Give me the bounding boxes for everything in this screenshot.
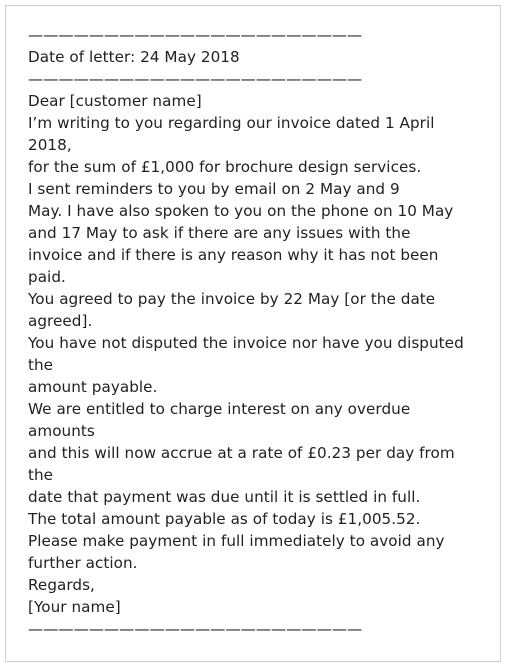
letter-line: Dear [customer name] (28, 92, 202, 110)
letter-line: We are entitled to charge interest on any overdue (28, 400, 411, 418)
letter-line: and 17 May to ask if there are any issues with the (28, 224, 411, 242)
letter-line: the (28, 356, 54, 374)
letter-line: date that payment was due until it is settled in full. (28, 488, 421, 506)
letter-line: invoice and if there is any reason why it has not been (28, 246, 439, 264)
letter-line: amounts (28, 422, 95, 440)
letter-line: Please make payment in full immediately to avoid any (28, 532, 445, 550)
letter-container (5, 5, 501, 662)
letter-line: agreed]. (28, 312, 93, 330)
letter-line: May. I have also spoken to you on the phone on 10 May (28, 202, 454, 220)
letter-line: the (28, 466, 54, 484)
letter-line: [Your name] (28, 598, 121, 616)
letter-line: I’m writing to you regarding our invoice dated 1 April (28, 114, 435, 132)
letter-line: You have not disputed the invoice nor have you disputed (28, 334, 464, 352)
letter-date: Date of letter: 24 May 2018 (28, 48, 240, 66)
letter-line: for the sum of £1,000 for brochure design services. (28, 158, 422, 176)
divider-top: —————————————————————— (28, 26, 363, 44)
letter-line: Regards, (28, 576, 95, 594)
letter-line: 2018, (28, 136, 72, 154)
letter-line: You agreed to pay the invoice by 22 May [or the date (28, 290, 436, 308)
letter-line: and this will now accrue at a rate of £0.23 per day from (28, 444, 455, 462)
letter-line: The total amount payable as of today is £1,005.52. (28, 510, 421, 528)
letter-line: paid. (28, 268, 66, 286)
letter-line: I sent reminders to you by email on 2 May and 9 (28, 180, 400, 198)
letter-line: further action. (28, 554, 138, 572)
letter-line: amount payable. (28, 378, 158, 396)
divider-middle: —————————————————————— (28, 70, 363, 88)
letter-body (28, 24, 488, 640)
divider-bottom: —————————————————————— (28, 620, 363, 638)
